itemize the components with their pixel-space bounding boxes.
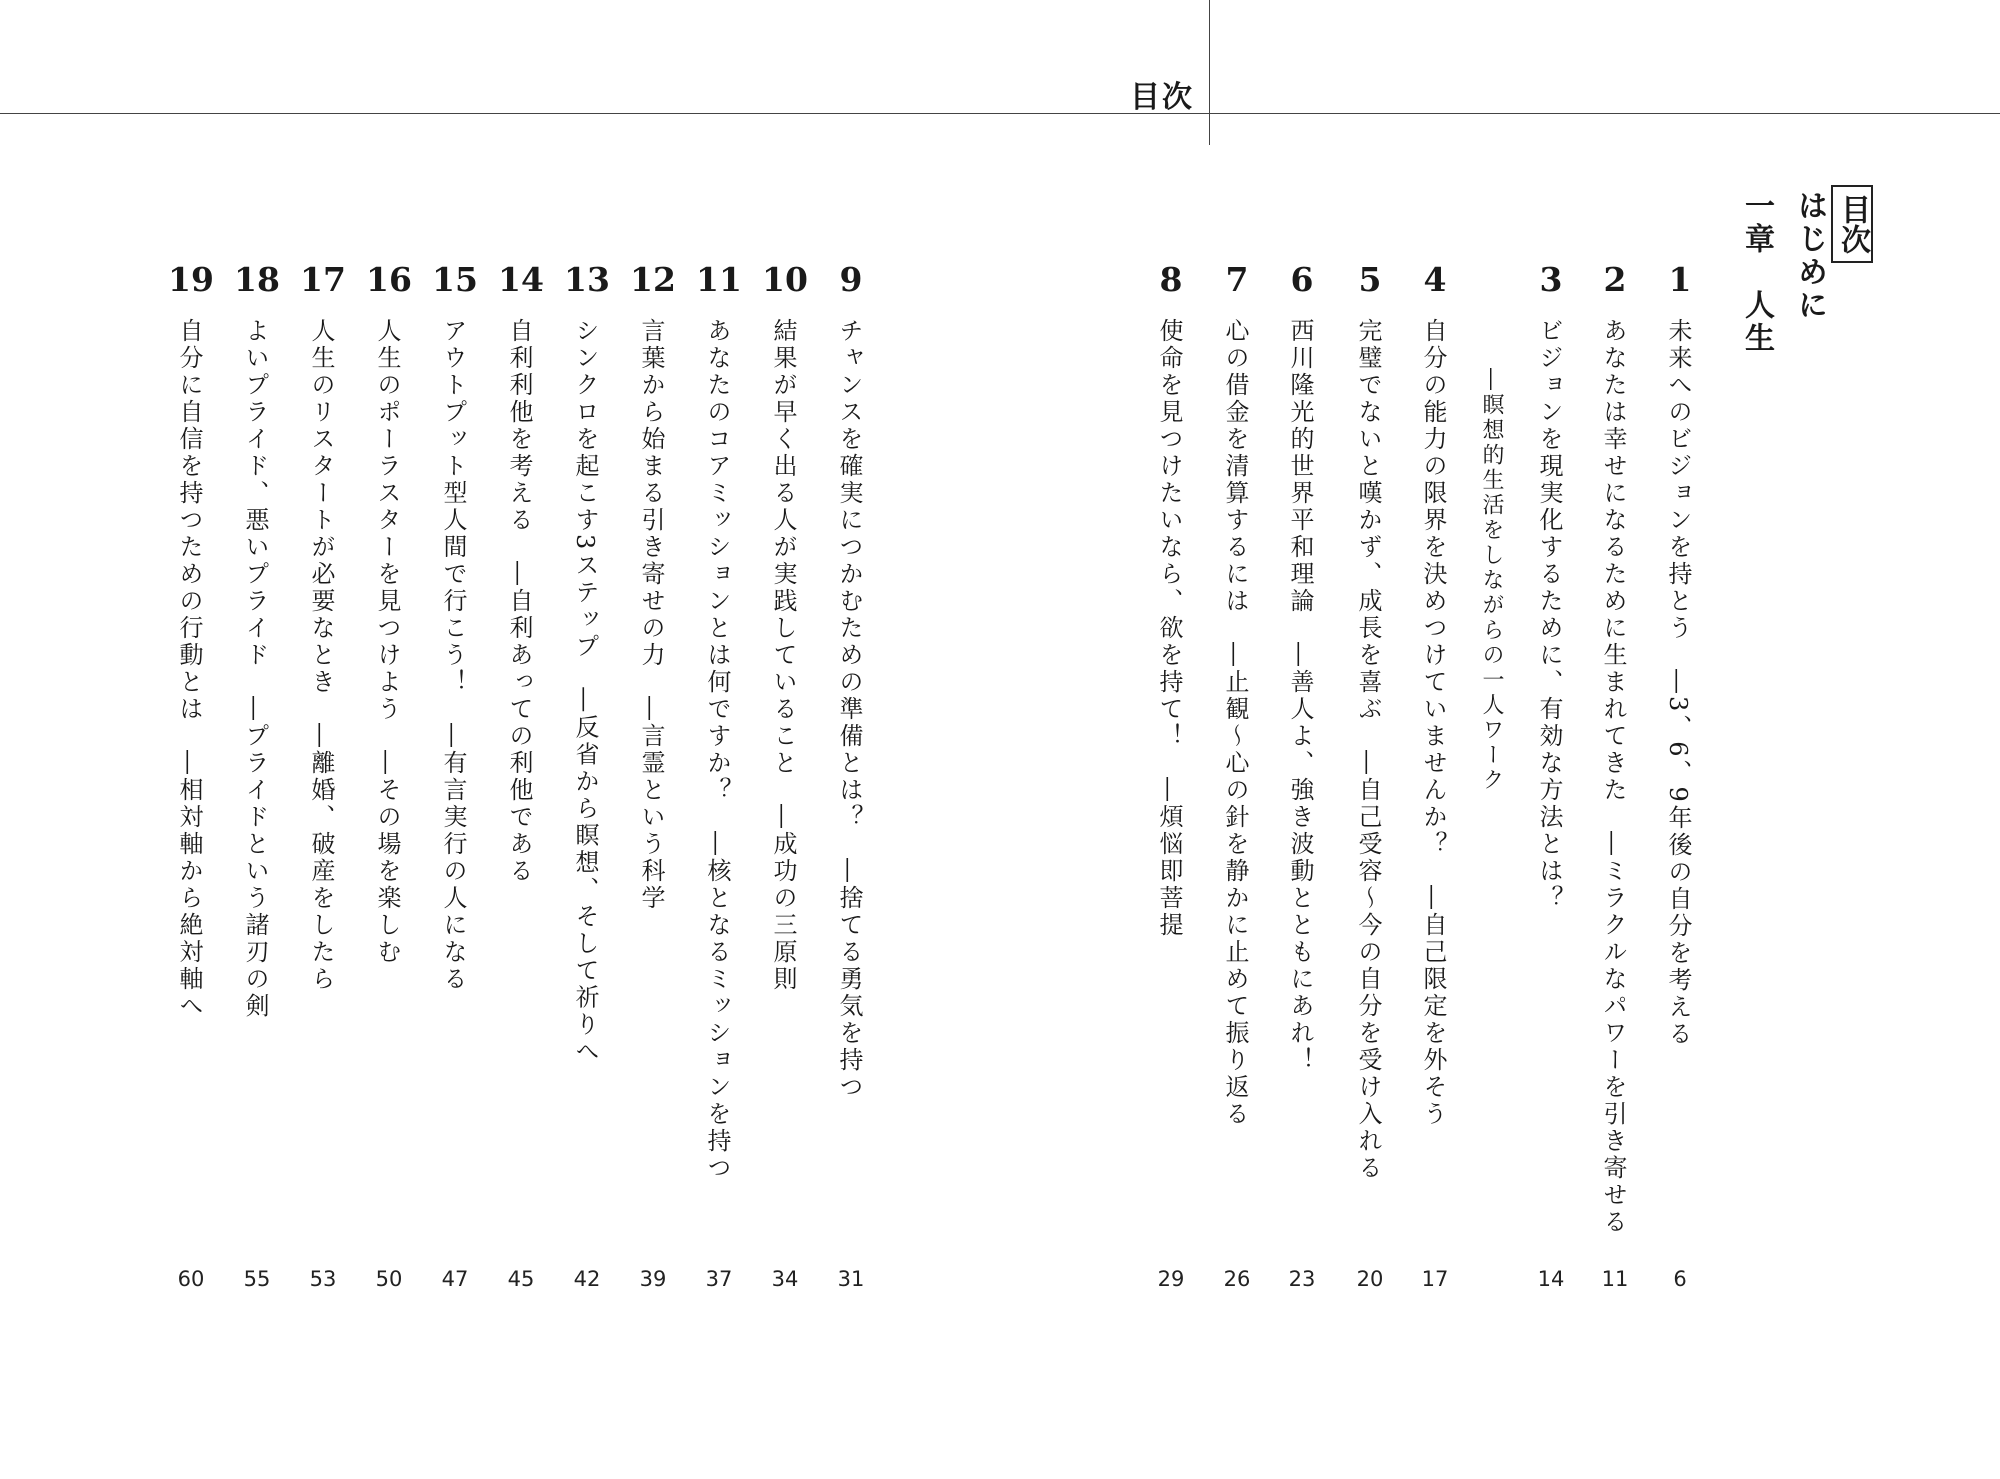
entry-number: 6	[1290, 260, 1314, 299]
entry-title[interactable]: シンクロを起こす3ステップ ―反省から瞑想、そして祈りへ	[571, 318, 599, 1066]
entry-page-number: 17	[1421, 1267, 1449, 1291]
entry-number: 4	[1423, 260, 1447, 299]
chapter-heading: 一章 人生	[1739, 190, 1774, 355]
entry-page-number: 26	[1223, 1267, 1251, 1291]
entry-page-number: 23	[1288, 1267, 1316, 1291]
entry-page-number: 11	[1601, 1267, 1629, 1291]
entry-title[interactable]: チャンスを確実につかむための準備とは？ ―捨てる勇気を持つ	[835, 318, 863, 1101]
entry-page-number: 6	[1673, 1267, 1687, 1291]
entry-page-number: 47	[441, 1267, 469, 1291]
entry-page-number: 45	[507, 1267, 535, 1291]
entry-page-number: 55	[243, 1267, 271, 1291]
entry-title[interactable]: アウトプット型人間で行こう！ ―有言実行の人になる	[439, 318, 467, 993]
entry-number: 8	[1159, 260, 1183, 299]
entry-title[interactable]: 完璧でないと嘆かず、成長を喜ぶ ―自己受容～今の自分を受け入れる	[1354, 318, 1382, 1182]
entry-number: 7	[1225, 260, 1249, 299]
entry-title[interactable]: 使命を見つけたいなら、欲を持て！ ―煩悩即菩提	[1155, 318, 1183, 939]
entry-number: 1	[1668, 260, 1692, 299]
entry-number: 14	[498, 260, 544, 299]
entry-page-number: 60	[177, 1267, 205, 1291]
entry-title[interactable]: 人生のポーラスターを見つけよう ―その場を楽しむ	[373, 318, 401, 966]
entry-number: 18	[234, 260, 280, 299]
entry-title[interactable]: 自分に自信を持つための行動とは ―相対軸から絶対軸へ	[175, 318, 203, 1020]
toc-label-box	[1831, 185, 1873, 263]
entry-title[interactable]: 自分の能力の限界を決めつけていませんか？ ―自己限定を外そう	[1419, 318, 1447, 1128]
entry-subtitle: ―瞑想的生活をしながらの一人ワーク	[1479, 368, 1504, 793]
entry-page-number: 14	[1537, 1267, 1565, 1291]
entry-number: 5	[1358, 260, 1382, 299]
header-rule	[0, 113, 2000, 114]
entry-number: 11	[696, 260, 742, 299]
entry-page-number: 37	[705, 1267, 733, 1291]
entry-title[interactable]: よいプライド、悪いプライド ―プライドという諸刃の剣	[241, 318, 269, 1020]
entry-number: 12	[630, 260, 676, 299]
entry-page-number: 53	[309, 1267, 337, 1291]
toc-label: 目次	[1835, 194, 1870, 254]
entry-page-number: 20	[1356, 1267, 1384, 1291]
entry-title[interactable]: 心の借金を清算するには ―止観～心の針を静かに止めて振り返る	[1221, 318, 1249, 1128]
entry-title[interactable]: 未来へのビジョンを持とう ―3、6、9年後の自分を考える	[1664, 318, 1692, 1048]
entry-title[interactable]: 結果が早く出る人が実践していること ―成功の三原則	[769, 318, 797, 993]
entry-title[interactable]: 人生のリスタートが必要なとき ―離婚、破産をしたら	[307, 318, 335, 993]
running-head: 目次	[1130, 80, 1194, 115]
gutter-rule	[1209, 0, 1210, 145]
entry-page-number: 39	[639, 1267, 667, 1291]
entry-page-number: 42	[573, 1267, 601, 1291]
entry-number: 15	[432, 260, 478, 299]
entry-number: 13	[564, 260, 610, 299]
entry-number: 2	[1603, 260, 1627, 299]
entry-page-number: 34	[771, 1267, 799, 1291]
entry-number: 16	[366, 260, 412, 299]
entry-title[interactable]: ビジョンを現実化するために、有効な方法とは？	[1535, 318, 1563, 912]
entry-title[interactable]: あなたは幸せになるために生まれてきた ―ミラクルなパワーを引き寄せる	[1599, 318, 1627, 1236]
entry-page-number: 29	[1157, 1267, 1185, 1291]
entry-page-number: 31	[837, 1267, 865, 1291]
preface-heading: はじめに	[1792, 190, 1827, 322]
entry-title[interactable]: 西川隆光的世界平和理論 ―善人よ、強き波動とともにあれ！	[1286, 318, 1314, 1074]
entry-number: 19	[168, 260, 214, 299]
entry-number: 3	[1539, 260, 1563, 299]
entry-number: 17	[300, 260, 346, 299]
entry-number: 10	[762, 260, 808, 299]
entry-title[interactable]: 言葉から始まる引き寄せの力 ―言霊という科学	[637, 318, 665, 912]
entry-title[interactable]: 自利利他を考える ―自利あっての利他である	[505, 318, 533, 885]
entry-title[interactable]: あなたのコアミッションとは何ですか？ ―核となるミッションを持つ	[703, 318, 731, 1182]
entry-page-number: 50	[375, 1267, 403, 1291]
entry-number: 9	[839, 260, 863, 299]
